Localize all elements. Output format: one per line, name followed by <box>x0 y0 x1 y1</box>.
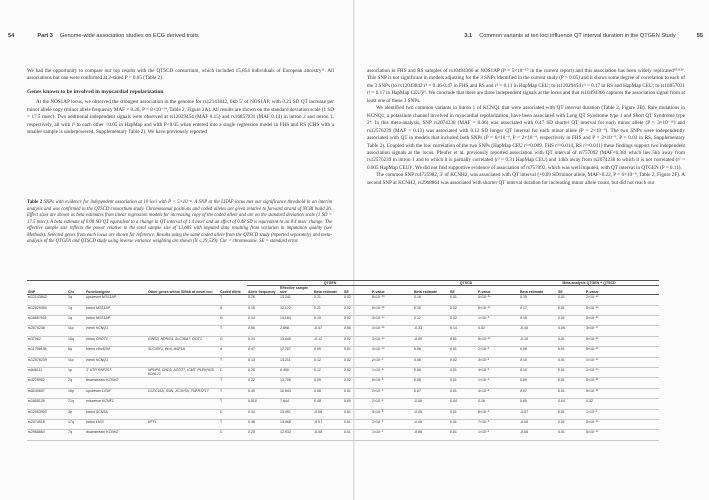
column-header: Beta estimate <box>413 286 449 295</box>
results-table <box>27 280 659 441</box>
table-cell: NPHP4, CHD5, ACOT7, ICMT, PLEKHG5, KLHL21 <box>147 368 219 378</box>
group-header-qtscd: QTSCD <box>413 281 519 286</box>
table-cell: 2×10⁻⁹ <box>371 357 413 367</box>
table-cell: 0.21 <box>313 305 343 315</box>
table-cell <box>147 305 219 315</box>
table-cell: 0.01 <box>557 409 585 419</box>
table-cell: 2×10⁻⁶ <box>371 419 413 429</box>
table-cell: 12,932 <box>279 430 313 440</box>
table-cell: 0.15 <box>413 305 449 315</box>
right-page-number: 55 <box>696 33 703 39</box>
table-cell: 1×10⁻⁵ <box>477 378 519 388</box>
table-row <box>27 316 659 326</box>
table-cell: 7q <box>67 430 85 440</box>
table-row <box>27 336 659 346</box>
table-cell: 2×10⁻⁶ <box>477 347 519 357</box>
table-cell: 0.08 <box>313 388 343 398</box>
right-paragraph-3: The common SNP rs4725982, 3′ of KCNH2, was associated with QT interval (+0.09 SD/minor allele, MAF=0.22, P = 6×10⁻⁸, Table 2, Figure 2F). A second SNP at KCNH2, rs2968864 was associated with shorter QT interval duration for increasing minor allele count, but did not reach our <box>367 172 685 186</box>
column-header: Chr <box>67 286 85 295</box>
table-cell: upstream LITAF <box>85 388 147 398</box>
table-cell: 0.01 <box>449 419 477 429</box>
table-cell: missense KCNE1 <box>85 399 147 409</box>
left-header-title: Genome-wide association studies on ECG derived traits <box>60 33 199 39</box>
table-cell: 0.01 <box>449 295 477 305</box>
table-cell: 0.02 <box>343 295 371 305</box>
table-caption-text: SNPs with evidence for independent association at 10 loci with P < 5×10⁻⁸. A SNP at the LITAF locus met our significance threshold in an interim analysis and was confirmed in the QTSCD consortium study. Chromosomal positions and coded alleles are given relative to forward strand of NCBI build 36. Effect sizes are shown as beta estimates from linear regression models for increasing copy of the coded allele and are on the standard deviation scale (1 SD = 17.5 msec). A beta estimate of 0.08 SD QT equivalent to a change in QT interval of 1.4 msec and an effect of 0.48 SD is equivalent to an 8.4 msec change. The effective sample size reflects the power relative to the total sample size of 13,685 with imputed data resulting from variation in imputation quality (see Methods). Selected genes from each locus are shown for reference. Results using the same coded allele from the QTSCD study (reported separately) and meta-analysis of the QTGEN and QTSCD study using inverse variance weighting are shown (N ≤ 29,539). Chr = chromosome. SE = standard error. <box>27 200 333 244</box>
column-header: Function/gene <box>85 286 147 295</box>
table-cell: G <box>219 336 247 346</box>
table-cell: 3′ UTR RNF207 <box>85 368 147 378</box>
table-cell: 10,543 <box>279 388 313 398</box>
table-cell: 0.01 <box>449 347 477 357</box>
table-row <box>27 368 659 378</box>
table-cell: 13,440 <box>279 336 313 346</box>
column-header-row <box>27 286 659 295</box>
table-cell: 3p <box>67 409 85 419</box>
table-cell: 17q <box>67 419 85 429</box>
table-cell: 0.01 <box>557 368 585 378</box>
table-cell: 1q <box>67 316 85 326</box>
column-header: Allele frequency <box>247 286 279 295</box>
right-header-title: Common variants at ten loci influence QT interval duration in the QTGEN Study <box>479 33 676 39</box>
table-cell: 0.01 <box>557 295 585 305</box>
table-cell: 5×10⁻¹⁰ <box>585 419 659 429</box>
table-cell: 3×10⁻³ <box>477 357 519 367</box>
table-cell: 1×10⁻⁵ <box>477 430 519 440</box>
table-cell: 4×10⁻¹⁰ <box>371 347 413 357</box>
table-cell: T <box>219 357 247 367</box>
left-page-number: 54 <box>8 33 15 39</box>
table-cell: 13,164 <box>279 316 313 326</box>
table-cell: 0.01 <box>449 336 477 346</box>
table-cell: 0.04 <box>557 399 585 409</box>
table-cell: 0.02 <box>449 357 477 367</box>
table-cell: -0.07 <box>313 419 343 429</box>
table-cell: -0.08 <box>519 430 557 440</box>
table-cell: -0.12 <box>313 336 343 346</box>
table-cell: 0.02 <box>343 305 371 315</box>
table-cell: 0.10 <box>519 357 557 367</box>
table-cell: 5×10⁻¹⁰ <box>477 305 519 315</box>
table-row <box>27 295 659 305</box>
table-cell: 0.14 <box>247 316 279 326</box>
table-cell: downstream KCNH2 <box>85 430 147 440</box>
table-cell: 3×10⁻⁵ <box>371 409 413 419</box>
table-cell: 0.01 <box>557 336 585 346</box>
table-cell: 2,898 <box>279 326 313 336</box>
table-row <box>27 347 659 357</box>
table-cell: 5×10⁻²⁰ <box>585 316 659 326</box>
table-cell: SLC35F1, PLN, ASF1A <box>147 347 219 357</box>
left-header-part: Part 3 <box>37 33 53 39</box>
table-cell: 0.02 <box>343 368 371 378</box>
table-cell <box>147 326 219 336</box>
table-cell: -0.06 <box>413 430 449 440</box>
table-cell: T <box>219 399 247 409</box>
table-cell: intron NOS1AP <box>85 316 147 326</box>
table-cell: 16p <box>67 388 85 398</box>
table-cell: 0.01 <box>557 347 585 357</box>
table-cell: -0.09 <box>413 336 449 346</box>
table-cell: 5×10⁻¹³ <box>585 388 659 398</box>
table-cell: rs2074518 <box>27 419 67 429</box>
table-row <box>27 430 659 440</box>
right-running-header <box>363 33 703 39</box>
table-cell: 0.06 <box>413 368 449 378</box>
table-row <box>27 419 659 429</box>
table-cell: -0.07 <box>519 409 557 419</box>
table-cell: 0.49 <box>247 388 279 398</box>
table-cell: 0.01 <box>557 305 585 315</box>
table-cell: 0.02 <box>343 378 371 388</box>
table-cell: 1q <box>67 295 85 305</box>
right-paragraph-2: We identified two common variants in intron 1 of KCNQ1 that were associated with QT interval duration (Table 2, Figure 2B). Rare mutations in KCNQ1, a potassium channel involved in myocardial repolarization, have been associated with Long QT Syndrome type 1 and Short QT Syndrome type 2⁴. In this meta-analysis, SNP rs2074238 (MAF = 0.06) was associated with 0.47 SD shorter QT interval for each minor allele (P = 3×10⁻¹⁶) and rs12576239 (MAF = 0.13) was associated with 0.12 SD longer QT interval for each minor allele (P = 2×10⁻⁹). The two SNPs were independently associated with QT in models that included both SNPs (P = 6×10⁻⁸, P = 2×10⁻⁴, respectively in FHS and P = 3×10⁻⁹, P = 0.03 in RS, Supplementary Table 2). Coupled with the low correlation of the two SNPs (HapMap CEU r²=0.009, FHS r²=0.014, RS r²=0.011) these findings support two independent association signals at the locus. Pfeufer et al. previously reported association with QT interval of rs757092 (MAF=0.38) which lies 5kb away from rs12576239 in intron 1 and to which it is partially correlated (r² = 0.31 HapMap CEU) and 14kb away from rs2074238 to which it is not correlated (r² = 0.005 HapMap CEU)¹. We did not find supportive evidence of association of rs757092, which was well imputed, with QT interval in QTGEN (P = 0.11). <box>367 105 685 171</box>
table-cell: 0.21 <box>313 295 343 305</box>
table-cell: 0.01 <box>343 388 371 398</box>
table-cell: -0.06 <box>413 409 449 419</box>
table-row <box>27 399 659 409</box>
section-heading: Genes known to be involved in myocardial repolarization <box>27 88 164 95</box>
table-cell: 0.09 <box>343 399 371 409</box>
table-cell: 0.02 <box>477 326 519 336</box>
table-cell: 0.01 <box>449 378 477 388</box>
table-cell: 0.24 <box>247 336 279 346</box>
table-cell: 0.09 <box>313 347 343 357</box>
table-cell: 0.01 <box>343 419 371 429</box>
table-cell: 0.15 <box>519 316 557 326</box>
table-cell: 0.06 <box>413 347 449 357</box>
table-cell: 0.06 <box>413 357 449 367</box>
table-cell: 0.13 <box>247 357 279 367</box>
table-cell: A <box>219 347 247 357</box>
table-cell: 0.17 <box>519 305 557 315</box>
table-cell: 0.01 <box>343 409 371 419</box>
table-cell: 0.10 <box>519 368 557 378</box>
table-cell: intron LIG3 <box>85 419 147 429</box>
table-cell: -0.06 <box>413 419 449 429</box>
table-cell <box>147 357 219 367</box>
table-cell: 0.16 <box>413 295 449 305</box>
table-cell: rs12053903 <box>27 409 67 419</box>
table-cell: 5×10⁻²⁴ <box>585 305 659 315</box>
column-header: P-value <box>585 286 659 295</box>
table-cell: 1q <box>67 305 85 315</box>
table-cell: 4×10⁻⁶ <box>477 368 519 378</box>
table-cell <box>147 378 219 388</box>
table-cell: 6×10⁻⁸ <box>371 378 413 388</box>
table-cell: 0.08 <box>519 347 557 357</box>
table-cell <box>147 399 219 409</box>
table-cell: -0.06 <box>413 399 449 409</box>
table-cell: 0.02 <box>449 305 477 315</box>
table-cell: 13,491 <box>279 409 313 419</box>
table-cell: 1×10⁻⁶ <box>477 316 519 326</box>
table-cell: 0.02 <box>343 316 371 326</box>
table-cell: 0.14 <box>449 326 477 336</box>
table-cell <box>147 295 219 305</box>
table-cell: 0.19 <box>313 316 343 326</box>
table-cell: 7,644 <box>279 399 313 409</box>
table-cell: intron KCNQ1 <box>85 357 147 367</box>
table-cell: 0.01 <box>449 368 477 378</box>
table-cell: 2×10⁻⁶ <box>371 388 413 398</box>
table-cell: 0.12 <box>313 357 343 367</box>
table-cell <box>147 316 219 326</box>
table-cell: 6q <box>67 347 85 357</box>
table-cell: T <box>219 388 247 398</box>
table-cell: T <box>219 326 247 336</box>
table-cell: rs8049607 <box>27 388 67 398</box>
column-header: SNP <box>27 286 67 295</box>
left-running-header <box>8 33 348 39</box>
table-cell: 7q <box>67 378 85 388</box>
table-cell: intron c6orf204 <box>85 347 147 357</box>
column-header: SE <box>557 286 585 295</box>
table-body <box>27 295 659 440</box>
table-cell: 6×10⁻⁶ <box>477 409 519 419</box>
table-cell: intron KCNQ1 <box>85 326 147 336</box>
table-cell: 0.15 <box>247 305 279 315</box>
table-cell: 0.16 <box>477 399 519 409</box>
table-cell: 0.01 <box>449 388 477 398</box>
table-row <box>27 388 659 398</box>
table-cell: 3×10⁻¹⁰ <box>371 336 413 346</box>
table-cell: rs846111 <box>27 368 67 378</box>
table-cell: 5×10⁻¹³ <box>585 378 659 388</box>
section-paragraph: At the NOS1AP locus, we observed the strongest association in the genome for rs12143842, 6kb 5′ of NOS1AP, with 0.21 SD QT increase per minor allele copy (minor allele frequency MAF = 0.26, P = 8×10⁻¹⁹, Table 2, Figure 2A). All results are shown on the standard deviation scale (1 SD = 17.5 msec). Two additional independent signals were observed at rs12029454 (MAF 0.15) and rs16857031 (MAF 0.14) in intron 2 and intron 1, respectively, all with r² to each other <0.05 in HapMap and with P<0.05 when entered into a single regression model in FHS and RS (CHS with a smaller sample is underpowered, Supplementary Table 2). We have previously reported <box>27 99 334 136</box>
table-row <box>27 305 659 315</box>
table-cell: 0.06 <box>343 326 371 336</box>
table-cell: 0.01 <box>343 347 371 357</box>
table-cell: 3×10⁻¹⁰ <box>371 316 413 326</box>
table-cell: 0.26 <box>247 295 279 305</box>
table-cell: intron SCN5A <box>85 409 147 419</box>
table-cell: intron CNOT1 <box>85 336 147 346</box>
column-header: Beta estimate <box>519 286 557 295</box>
table-cell: T <box>219 419 247 429</box>
table-cell: 11p <box>67 357 85 367</box>
table-cell: 0.47 <box>247 347 279 357</box>
table-cell: 5×10⁻²⁰ <box>585 336 659 346</box>
table-cell: 0.02 <box>449 316 477 326</box>
left-body-text <box>27 68 334 137</box>
table-cell: downstream KCNH2 <box>85 378 147 388</box>
table-cell: 0.25 <box>247 430 279 440</box>
table-cell: 0.010 <box>247 399 279 409</box>
table-cell: 0.09 <box>519 378 557 388</box>
table-cell: rs4725982 <box>27 378 67 388</box>
table-cell: 0.04 <box>449 399 477 409</box>
table-cell: rs2074238 <box>27 326 67 336</box>
table-cell: 0.01 <box>449 409 477 419</box>
table-cell: upstream NOS1AP <box>85 295 147 305</box>
table-cell: rs16857031 <box>27 316 67 326</box>
right-body-text <box>367 68 685 187</box>
table-cell <box>147 409 219 419</box>
table-cell: 8,490 <box>279 368 313 378</box>
table-cell: 1×10⁻⁹ <box>585 409 659 419</box>
table-cell: CLEC16A, SNN, ZC3H7A, TNFRSF17 <box>147 388 219 398</box>
table-cell: -0.10 <box>519 336 557 346</box>
table-cell: -0.08 <box>313 430 343 440</box>
table-row <box>27 326 659 336</box>
table-cell: 0.02 <box>343 357 371 367</box>
column-header: SE <box>343 286 371 295</box>
table-caption-label: Table 2 <box>27 200 43 205</box>
table-cell: 21q <box>67 399 85 409</box>
table-cell: 1×10⁻⁸ <box>371 368 413 378</box>
table-cell: -0.06 <box>519 419 557 429</box>
table-cell: rs12143842 <box>27 295 67 305</box>
table-cell: 13,706 <box>279 378 313 388</box>
table-cell: 0.01 <box>449 430 477 440</box>
table-cell: rs11756438 <box>27 347 67 357</box>
table-cell: 8×10⁻¹⁹ <box>371 295 413 305</box>
table-cell: 0.01 <box>557 388 585 398</box>
table-cell: 13,211 <box>279 357 313 367</box>
table-cell: 5×10⁻³⁴ <box>477 295 519 305</box>
column-header: P-value <box>371 286 413 295</box>
table-cell: GINS3, NDRG4, SLC38A7, GOT2 <box>147 336 219 346</box>
right-paragraph-1: association in FHS and RS samples of rs10494366 at NOS1AP (P = 5×10⁻¹⁰ in the current report) and this association has been widely replicated¹⁰²¹²⁶. This SNP is not significant in models adjusting for the 3 SNPs identified in the current study (P > 0.05) and it shows some degree of correlation to each of the 3 SNPs (to rs12043842 r² = 0.46-0.47 in FHS and RS and r² = 0.11 in HapMap CEU; to rs12029454 r² = 0.17 in RS and HapMap CEU; to rs16857031 r² = 0.17 in HapMap CEU)²⁶. We conclude that there are three independent signals at the locus and that rs10494366 captures the association signal from at least one of these 3 SNPs. <box>367 68 685 104</box>
table-cell: 5×10⁻¹⁰ <box>585 430 659 440</box>
table-cell: 13,241 <box>279 295 313 305</box>
table-cell: -0.47 <box>313 326 343 336</box>
column-header: P-value <box>477 286 519 295</box>
table-cell: rs37062 <box>27 336 67 346</box>
table-cell: G <box>219 316 247 326</box>
table-cell: 0.01 <box>557 378 585 388</box>
table-cell: 0.06 <box>247 326 279 336</box>
table-cell: 1p <box>67 368 85 378</box>
table-cell: 5×10⁻¹⁶ <box>585 347 659 357</box>
table-cell: 0.46 <box>247 419 279 429</box>
table-cell: 0.05 <box>519 399 557 409</box>
column-header: Coded allele <box>219 286 247 295</box>
table-cell: 0.05 <box>557 326 585 336</box>
table-cell: 2×10⁻⁸ <box>371 399 413 409</box>
table-cell: 1×10⁻¹⁰ <box>585 357 659 367</box>
table-cell: 0.09 <box>313 378 343 388</box>
table-cell: 12,707 <box>279 347 313 357</box>
table-cell: 0.01 <box>557 357 585 367</box>
table-cell: 0.15 <box>519 295 557 305</box>
column-header: Beta estimate <box>313 286 343 295</box>
table-cell: C <box>219 430 247 440</box>
table-cell: 0.01 <box>557 316 585 326</box>
table-cell: 3×10⁻¹⁶ <box>371 326 413 336</box>
table-cell: 5×10⁻¹⁰ <box>477 336 519 346</box>
table-cell: 0.12 <box>413 316 449 326</box>
table-cell: 0.02 <box>343 336 371 346</box>
table-cell: T <box>219 378 247 388</box>
table-row <box>27 378 659 388</box>
table-cell: 1×10⁻⁶ <box>371 430 413 440</box>
table-cell: 0.06 <box>413 378 449 388</box>
table-cell: 11p <box>67 326 85 336</box>
table-cell: 0.01 <box>343 430 371 440</box>
table-cell: 0.01 <box>557 419 585 429</box>
table-cell: rs12029454 <box>27 305 67 315</box>
table-cell: C <box>219 368 247 378</box>
table-cell: T <box>219 295 247 305</box>
table-cell: 0.01 <box>557 430 585 440</box>
table-cell: 7×10⁻⁶ <box>477 419 519 429</box>
table-cell: 0.48 <box>313 399 343 409</box>
table-cell: 0.34 <box>247 409 279 419</box>
column-header: SE <box>449 286 477 295</box>
table-cell: 0.32 <box>585 399 659 409</box>
table-caption <box>27 200 332 246</box>
table-cell: 3×10⁻¹⁷ <box>585 326 659 336</box>
table-cell: 0.28 <box>247 368 279 378</box>
table-cell: 13,468 <box>279 419 313 429</box>
table-row <box>27 409 659 419</box>
table-cell: 0.07 <box>413 388 449 398</box>
table-cell: RFFL <box>147 419 219 429</box>
table-cell: 1×10⁻¹⁰ <box>585 368 659 378</box>
table-cell: intron NOS1AP <box>85 305 147 315</box>
table-cell: 16q <box>67 336 85 346</box>
group-header-qtgen: QTGEN <box>247 281 413 286</box>
table-cell: 12,172 <box>279 305 313 315</box>
column-header: Effective sample size <box>279 286 313 295</box>
table-cell: 0.12 <box>313 368 343 378</box>
table-cell: rs1805128 <box>27 399 67 409</box>
table-cell: 4×10⁻⁸ <box>477 388 519 398</box>
table-cell: 6×10⁻¹⁵ <box>371 305 413 315</box>
table-cell: A <box>219 305 247 315</box>
column-header: Other genes within 500kb at novel loci <box>147 286 219 295</box>
table-cell: C <box>219 409 247 419</box>
table-cell: 0.07 <box>519 388 557 398</box>
right-header-section: 3.1 <box>464 33 473 39</box>
table-cell: -0.33 <box>413 326 449 336</box>
table-cell: rs2968864 <box>27 430 67 440</box>
table-cell: -0.06 <box>313 409 343 419</box>
group-header-meta: Meta-analysis QTGEN + QTSCD <box>519 281 659 286</box>
table-cell: 0.22 <box>247 378 279 388</box>
table-cell: rs12576239 <box>27 357 67 367</box>
table-cell: 2×10⁻⁴¹ <box>585 295 659 305</box>
table-cell: -0.45 <box>519 326 557 336</box>
table-row <box>27 357 659 367</box>
intro-paragraph: We had the opportunity to compare our top results with the QTSCD consortium, which included 15,854 individuals of European ancestry¹¹. All associations but one were confirmed at 2-sided P < 0.05 (Table 2). <box>27 68 334 82</box>
table-cell <box>147 430 219 440</box>
